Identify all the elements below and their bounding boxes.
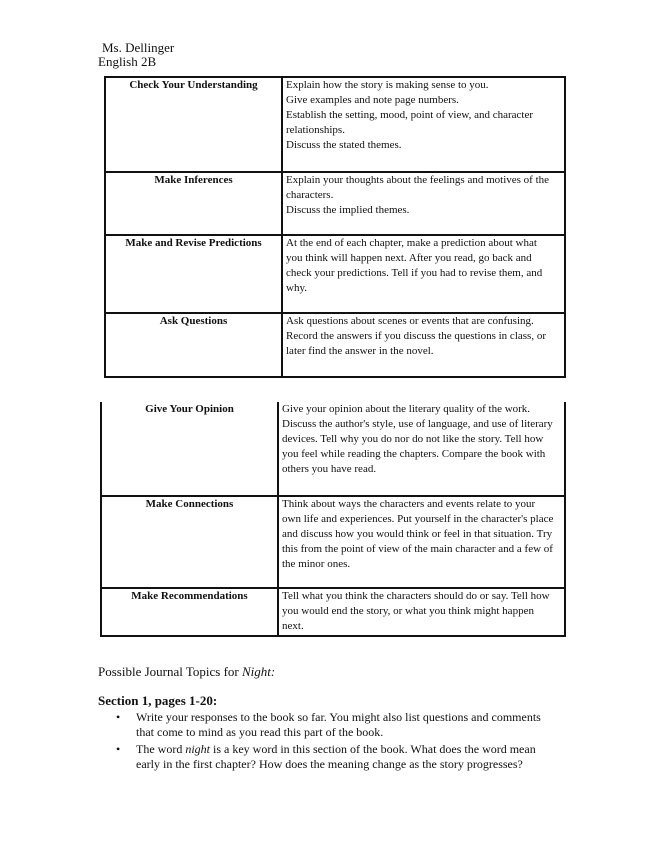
table-row (101, 588, 565, 636)
description-line: Discuss the stated themes. (286, 139, 402, 151)
description-line: Ask questions about scenes or events that are confusing. (286, 315, 534, 327)
table-row (101, 496, 565, 588)
teacher-name: Ms. Dellinger (102, 40, 175, 55)
description-line: Give examples and note page numbers. (286, 94, 459, 106)
description-line: you would end the story, or what you think might happen (282, 605, 534, 617)
strategy-label: Ask Questions (105, 313, 282, 377)
bullet-text: The word (136, 742, 186, 756)
course-name: English 2B (98, 54, 157, 69)
table-row (105, 172, 565, 235)
strategy-description (278, 496, 565, 588)
list-item (114, 710, 554, 740)
strategy-description (278, 588, 565, 636)
description-line: relationships. (286, 124, 345, 136)
description-line: why. (286, 282, 307, 294)
list-item (114, 742, 554, 772)
description-line: the minor ones. (282, 558, 351, 570)
description-line: Explain your thoughts about the feelings and motives of the (286, 174, 550, 186)
bullet-line: Write your responses to the book so far. You might also list questions and comments (136, 710, 541, 724)
description-line: Record the answers if you discuss the questions in class, or (286, 330, 546, 342)
italic-word: night (185, 742, 210, 756)
strategies-table-1 (104, 76, 566, 378)
strategies-table-2 (100, 402, 566, 637)
strategy-description (282, 313, 565, 377)
section-heading: Section 1, pages 1-20: (98, 693, 218, 708)
description-line: own life and experiences. Put yourself in the character's place (282, 513, 554, 525)
description-line: later find the answer in the novel. (286, 345, 434, 357)
strategy-label: Check Your Understanding (105, 77, 282, 172)
strategy-label: Make and Revise Predictions (105, 235, 282, 313)
description-line: check your predictions. Tell if you had to revise them, and (286, 267, 543, 279)
journal-heading-text: Possible Journal Topics for (98, 664, 243, 679)
description-line: Think about ways the characters and events relate to your (282, 498, 536, 510)
table-row (105, 313, 565, 377)
description-line: Tell what you think the characters should do or say. Tell how (282, 590, 550, 602)
description-line: Give your opinion about the literary quality of the work. (282, 403, 531, 415)
table-row (105, 77, 565, 172)
strategy-label: Give Your Opinion (101, 402, 278, 496)
table-row (105, 235, 565, 313)
description-line: Explain how the story is making sense to you. (286, 79, 489, 91)
description-line: devices. Tell why you do nor do not like the story. Tell how (282, 433, 544, 445)
description-line: and discuss how you would think or feel in that situation. Try (282, 528, 553, 540)
table-row (101, 402, 565, 496)
journal-topic-list (114, 710, 554, 774)
description-line: others you have read. (282, 463, 377, 475)
strategy-label: Make Recommendations (101, 588, 278, 636)
bullet-text: is a key word in this section of the book. What does the word mean (210, 742, 536, 756)
strategy-description (282, 235, 565, 313)
strategy-label: Make Inferences (105, 172, 282, 235)
description-line: this from the point of view of the main character and a few of (282, 543, 553, 555)
bullet-icon: • (116, 710, 121, 724)
strategy-label: Make Connections (101, 496, 278, 588)
description-line: Establish the setting, mood, point of view, and character (286, 109, 534, 121)
bullet-icon: • (116, 742, 121, 756)
description-line: characters. (286, 189, 334, 201)
bullet-line: early in the first chapter? How does the meaning change as the story progresses? (136, 757, 523, 771)
description-line: Discuss the author's style, use of language, and use of literary (282, 418, 553, 430)
description-line: you think will happen next. After you read, go back and (286, 252, 532, 264)
description-line: you feel while reading the chapters. Compare the book with (282, 448, 546, 460)
strategy-description (282, 77, 565, 172)
description-line: Discuss the implied themes. (286, 204, 410, 216)
bullet-line: that come to mind as you read this part of the book. (136, 725, 384, 739)
description-line: next. (282, 620, 304, 632)
strategy-description (282, 172, 565, 235)
strategy-description (278, 402, 565, 496)
bullet-line (136, 742, 554, 757)
book-title: Night: (242, 664, 276, 679)
journal-topics-heading (98, 664, 275, 680)
description-line: At the end of each chapter, make a prediction about what (286, 237, 537, 249)
